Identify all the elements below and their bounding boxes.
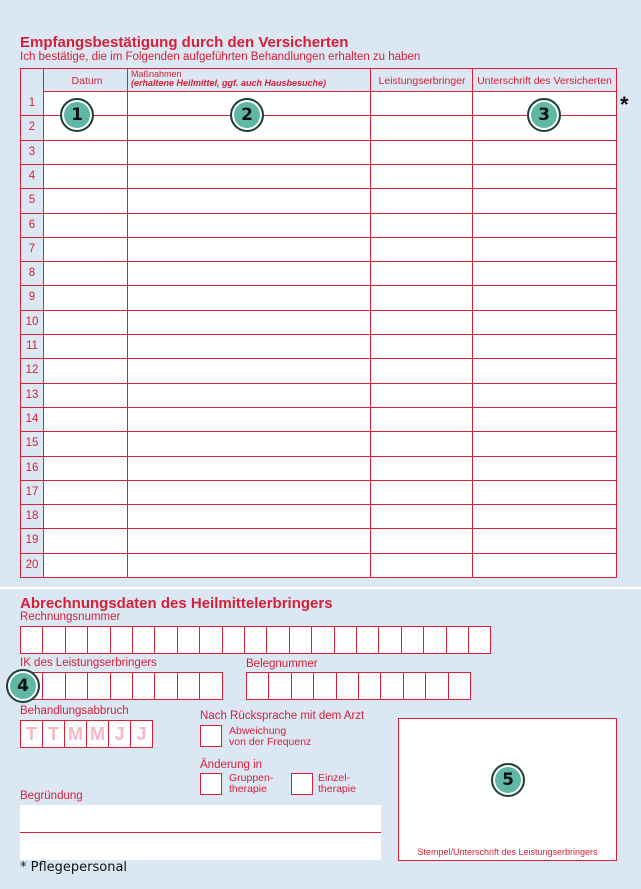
row-number: 3 [28, 146, 36, 158]
einzel-label: Einzel- therapie [318, 772, 356, 795]
belegnummer-digit[interactable] [448, 672, 471, 700]
abweichung-label: Abweichung von der Frequenz [229, 725, 312, 748]
einzel-checkbox[interactable] [291, 773, 313, 795]
rechnungsnummer-digit[interactable] [222, 626, 245, 654]
table-row[interactable] [44, 456, 616, 479]
rechnungsnummer-label: Rechnungsnummer [20, 611, 121, 623]
gruppen-label: Gruppen- therapie [229, 772, 274, 795]
abbruch-digit[interactable]: T [20, 720, 43, 748]
row-number: 15 [25, 437, 39, 449]
rechnungsnummer-digit[interactable] [423, 626, 446, 654]
rechnungsnummer-digit[interactable] [311, 626, 334, 654]
stempel-label: Stempel/Unterschrift des Leistungserbringers [417, 847, 598, 857]
ik-digit[interactable] [110, 672, 133, 700]
rechnungsnummer-digit[interactable] [401, 626, 424, 654]
ik-label: IK des Leistungserbringers [20, 657, 157, 669]
abweichung-checkbox[interactable] [200, 725, 222, 747]
col-leistungserbringer: Leistungserbringer [378, 75, 466, 87]
rechnungsnummer-digit[interactable] [356, 626, 379, 654]
belegnummer-digit[interactable] [268, 672, 291, 700]
col-massnahmen-note: (erhaltene Heilmittel, ggf. auch Hausbesuche) [131, 78, 327, 88]
rechnungsnummer-digit[interactable] [132, 626, 155, 654]
abbruch-digit[interactable]: M [86, 720, 109, 748]
belegnummer-label: Belegnummer [246, 658, 318, 670]
table-row[interactable] [44, 407, 616, 430]
ik-digit[interactable] [65, 672, 88, 700]
row-number: 17 [25, 486, 39, 498]
begruendung-field[interactable] [20, 805, 381, 860]
treatment-table [20, 68, 617, 578]
table-row[interactable] [44, 504, 616, 527]
row-number: 13 [25, 389, 39, 401]
ik-digit[interactable] [154, 672, 177, 700]
belegnummer-digit[interactable] [291, 672, 314, 700]
marker-3: 3 [527, 98, 561, 132]
table-row[interactable] [44, 237, 616, 260]
abbruch-digit[interactable]: M [64, 720, 87, 748]
abbruch-digit[interactable]: J [130, 720, 153, 748]
row-number: 18 [25, 510, 39, 522]
table-row[interactable] [44, 285, 616, 308]
rechnungsnummer-digit[interactable] [289, 626, 312, 654]
row-number: 11 [26, 340, 38, 352]
footnote: * Pflegepersonal [20, 860, 128, 875]
col-datum: Datum [71, 75, 103, 87]
rechnungsnummer-digit[interactable] [468, 626, 491, 654]
row-number: 6 [28, 219, 36, 231]
ik-digit[interactable] [42, 672, 65, 700]
marker-4: 4 [6, 669, 40, 703]
row-number: 8 [28, 267, 36, 279]
ruecksprache-label: Nach Rücksprache mit dem Arzt [200, 710, 365, 722]
marker-2: 2 [230, 98, 264, 132]
rechnungsnummer-digit[interactable] [20, 626, 43, 654]
table-row[interactable] [44, 261, 616, 284]
rechnungsnummer-digit[interactable] [378, 626, 401, 654]
belegnummer-digit[interactable] [403, 672, 426, 700]
begruendung-label: Begründung [20, 790, 83, 802]
row-number: 19 [25, 534, 39, 546]
row-number: 9 [28, 291, 36, 303]
row-number: 4 [28, 170, 36, 182]
table-row[interactable] [44, 528, 616, 551]
abbruch-digit[interactable]: T [42, 720, 65, 748]
rechnungsnummer-digit[interactable] [199, 626, 222, 654]
table-row[interactable] [44, 188, 616, 211]
gruppen-checkbox[interactable] [200, 773, 222, 795]
row-number: 2 [28, 121, 36, 133]
col-massnahmen [131, 70, 371, 88]
billing-title: Abrechnungsdaten des Heilmittelerbringers [20, 595, 333, 612]
table-row[interactable] [44, 480, 616, 503]
ik-digit[interactable] [177, 672, 200, 700]
row-number: 16 [25, 462, 39, 474]
rechnungsnummer-digit[interactable] [65, 626, 88, 654]
rechnungsnummer-digit[interactable] [154, 626, 177, 654]
row-number: 10 [25, 316, 39, 328]
row-number: 12 [25, 364, 39, 376]
row-number: 1 [28, 97, 36, 109]
receipt-title: Empfangsbestätigung durch den Versicherten [20, 34, 349, 51]
rechnungsnummer-digit[interactable] [177, 626, 200, 654]
ik-digit[interactable] [199, 672, 222, 700]
section-divider [0, 587, 641, 589]
ik-digit[interactable] [87, 672, 110, 700]
table-row[interactable] [44, 383, 616, 406]
belegnummer-digit[interactable] [425, 672, 448, 700]
receipt-subtitle: Ich bestätige, die im Folgenden aufgeführten Behandlungen erhalten zu haben [20, 51, 421, 63]
table-row[interactable] [44, 310, 616, 333]
belegnummer-digit[interactable] [313, 672, 336, 700]
ik-digit[interactable] [132, 672, 155, 700]
abbruch-label: Behandlungsabbruch [20, 705, 129, 717]
abbruch-digit[interactable]: J [108, 720, 131, 748]
asterisk-marker: * [620, 92, 629, 117]
belegnummer-digit[interactable] [336, 672, 359, 700]
row-number: 20 [25, 559, 39, 571]
col-unterschrift: Unterschrift des Versicherten [477, 75, 612, 87]
rechnungsnummer-digit[interactable] [266, 626, 289, 654]
aenderung-label: Änderung in [200, 759, 263, 771]
col-massnahmen-label: Maßnahmen [131, 69, 182, 79]
rechnungsnummer-digit[interactable] [446, 626, 469, 654]
rechnungsnummer-digit[interactable] [334, 626, 357, 654]
belegnummer-digit[interactable] [246, 672, 269, 700]
rechnungsnummer-digit[interactable] [244, 626, 267, 654]
rechnungsnummer-digit[interactable] [87, 626, 110, 654]
begruendung-line [20, 832, 381, 833]
rechnungsnummer-digit[interactable] [42, 626, 65, 654]
row-number: 14 [25, 413, 39, 425]
marker-1: 1 [60, 98, 94, 132]
rechnungsnummer-digit[interactable] [110, 626, 133, 654]
belegnummer-digit[interactable] [358, 672, 381, 700]
table-row[interactable] [44, 164, 616, 187]
table-row[interactable] [44, 334, 616, 357]
belegnummer-digit[interactable] [380, 672, 403, 700]
row-number: 7 [28, 243, 36, 255]
table-row[interactable] [44, 213, 616, 236]
row-number: 5 [28, 194, 36, 206]
table-row[interactable] [44, 553, 616, 576]
marker-5: 5 [491, 763, 525, 797]
table-row[interactable] [44, 431, 616, 454]
table-row[interactable] [44, 140, 616, 163]
table-row[interactable] [44, 358, 616, 381]
